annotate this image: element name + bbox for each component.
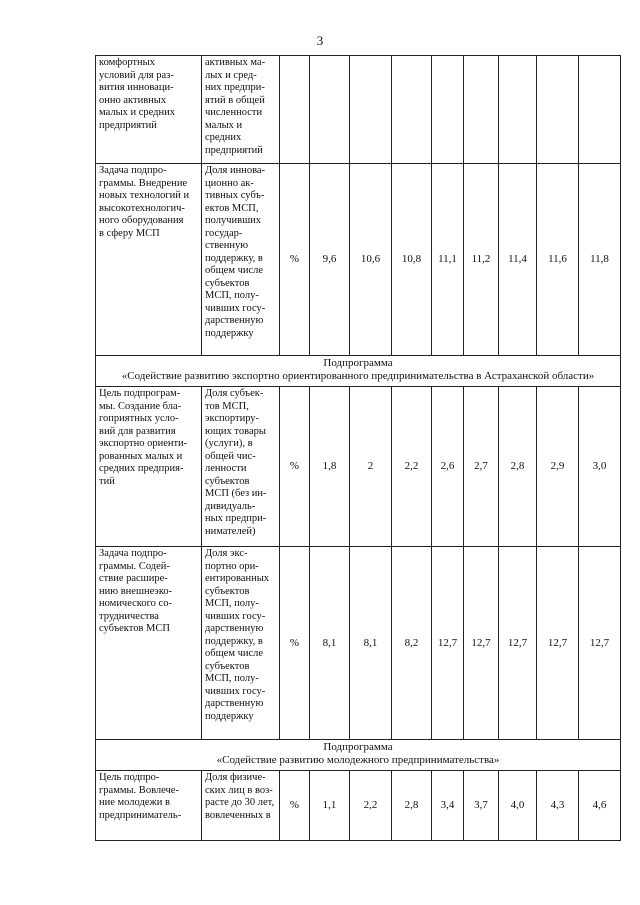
goal-text-line: вития инноваци- — [99, 82, 174, 93]
goal-text-line: экспортно ориенти- — [99, 438, 188, 449]
indicator-text-line: численности — [205, 107, 263, 118]
value-cell: 11,6 — [537, 164, 579, 356]
indicator-text-line: портно ори- — [205, 560, 259, 572]
goal-text-line: нию внешнеэко- — [99, 585, 173, 597]
indicator-cell — [202, 387, 280, 547]
value-cell: 11,2 — [464, 164, 499, 356]
indicator-text-line: Доля экс- — [205, 548, 248, 559]
goal-text-line: номического со- — [99, 598, 172, 609]
indicator-text-line: активных ма- — [205, 57, 266, 68]
indicator-text-line: чивших госу- — [205, 302, 266, 314]
indicator-text-line: субъектов — [205, 585, 250, 597]
value-cell: 2,2 — [350, 771, 392, 841]
page-number: 3 — [316, 33, 324, 48]
unit-cell: % — [280, 164, 310, 356]
goal-text-line: гоприятных усло- — [99, 413, 179, 424]
value-cell: 3,4 — [432, 771, 464, 841]
value-cell — [350, 56, 392, 164]
value-cell: 2,8 — [499, 387, 537, 547]
subprogram-header-row — [96, 740, 621, 771]
indicators-table — [95, 55, 621, 841]
table-row — [96, 164, 621, 356]
goal-text-line: субъектов МСП — [99, 623, 170, 634]
indicator-text-line: дарственную — [205, 315, 264, 326]
indicator-text-line: ских лиц в воз- — [205, 784, 273, 796]
indicator-text-line: Доля субъек- — [205, 388, 264, 399]
table-row — [96, 387, 621, 547]
unit-cell: % — [280, 771, 310, 841]
indicator-text-line: дивидуаль- — [205, 500, 256, 512]
goal-cell — [96, 547, 202, 740]
indicator-text-line: ственную — [205, 240, 249, 251]
indicator-text-line: предприятий — [205, 144, 263, 156]
goal-text-line: ного оборудования — [99, 215, 184, 226]
goal-text-line: рованных малых и — [99, 450, 183, 462]
table-body — [96, 56, 621, 841]
indicator-text-line: получивших — [205, 215, 262, 226]
value-cell — [579, 56, 621, 164]
value-cell: 2,8 — [392, 771, 432, 841]
goal-text-line: Цель подпрограм- — [99, 388, 181, 399]
value-cell: 12,7 — [464, 547, 499, 740]
indicator-text-line: (услуги), в — [205, 438, 253, 449]
goal-text-line: граммы. Вовлече- — [99, 784, 179, 796]
goal-text-line: средних предприя- — [99, 463, 184, 474]
goal-cell — [96, 164, 202, 356]
indicator-cell — [202, 164, 280, 356]
indicator-text-line: нимателей) — [205, 525, 256, 537]
value-cell — [499, 56, 537, 164]
value-cell: 2,7 — [464, 387, 499, 547]
value-cell — [432, 56, 464, 164]
indicator-text-line: общей чис- — [205, 450, 256, 462]
indicator-text-line: малых и — [205, 119, 243, 131]
indicator-text-line: общем числе — [205, 265, 264, 276]
indicator-cell — [202, 547, 280, 740]
goal-text-line: в сферу МСП — [99, 227, 160, 239]
indicator-text-line: тивных субъ- — [205, 190, 265, 201]
indicator-text-line: дарственную — [205, 623, 264, 634]
indicator-text-line: МСП (без ин- — [205, 488, 267, 499]
subprogram-title-line: Подпрограмма — [323, 357, 393, 369]
goal-text-line: граммы. Внедрение — [99, 177, 188, 189]
indicator-text-line: ющих товары — [205, 425, 266, 437]
unit-cell: % — [280, 387, 310, 547]
subprogram-header-row — [96, 356, 621, 387]
goal-text-line: ствие расшире- — [99, 573, 168, 584]
indicator-cell — [202, 56, 280, 164]
value-cell: 3,0 — [579, 387, 621, 547]
indicator-cell — [202, 771, 280, 841]
value-cell — [310, 56, 350, 164]
indicator-text-line: лых и сред- — [205, 69, 257, 81]
unit-cell: % — [280, 547, 310, 740]
indicator-text-line: ектов МСП, — [205, 202, 259, 214]
goal-text-line: высокотехнологич- — [99, 202, 185, 214]
table-row — [96, 547, 621, 740]
goal-text-line: Цель подпро- — [99, 772, 160, 783]
subprogram-title — [96, 356, 621, 387]
indicator-text-line: дарственную — [205, 698, 264, 709]
indicator-text-line: Доля физиче- — [205, 772, 266, 783]
goal-text-line: трудничества — [99, 610, 159, 622]
value-cell: 12,7 — [432, 547, 464, 740]
goal-text-line: Задача подпро- — [99, 165, 167, 176]
indicator-text-line: поддержку — [205, 327, 254, 339]
indicator-text-line: поддержку — [205, 710, 254, 722]
value-cell — [392, 56, 432, 164]
goal-cell — [96, 771, 202, 841]
value-cell: 11,4 — [499, 164, 537, 356]
goal-text-line: комфортных — [99, 57, 155, 68]
indicator-text-line: субъектов — [205, 660, 250, 672]
value-cell: 8,1 — [310, 547, 350, 740]
goal-text-line: условий для раз- — [99, 69, 174, 81]
indicator-text-line: общем числе — [205, 648, 264, 659]
indicator-text-line: расте до 30 лет, — [205, 797, 275, 808]
indicator-text-line: средних — [205, 132, 242, 143]
goal-cell — [96, 387, 202, 547]
indicator-text-line: вовлеченных в — [205, 809, 271, 821]
value-cell: 10,8 — [392, 164, 432, 356]
indicator-text-line: государ- — [205, 227, 243, 239]
subprogram-title-line: Подпрограмма — [323, 741, 393, 753]
indicator-text-line: поддержку, в — [205, 252, 263, 264]
indicator-text-line: субъектов — [205, 475, 250, 487]
value-cell: 4,3 — [537, 771, 579, 841]
table-row — [96, 771, 621, 841]
indicator-text-line: ционно ак- — [205, 177, 254, 189]
indicator-text-line: МСП, полу- — [205, 673, 259, 684]
value-cell: 2 — [350, 387, 392, 547]
value-cell: 11,1 — [432, 164, 464, 356]
subprogram-title-line: «Содействие развитию экспортно ориентированного предпринимательства в Астраханской области» — [121, 370, 595, 382]
indicator-text-line: ных предпри- — [205, 513, 267, 524]
indicator-text-line: чивших госу- — [205, 685, 266, 697]
value-cell: 11,8 — [579, 164, 621, 356]
value-cell: 12,7 — [537, 547, 579, 740]
unit-cell — [280, 56, 310, 164]
goal-text-line: вий для развития — [99, 425, 176, 437]
indicator-text-line: экспортиру- — [205, 413, 260, 424]
value-cell: 3,7 — [464, 771, 499, 841]
value-cell: 8,2 — [392, 547, 432, 740]
indicator-text-line: них предпри- — [205, 82, 265, 93]
goal-text-line: Задача подпро- — [99, 548, 167, 559]
value-cell: 8,1 — [350, 547, 392, 740]
indicator-text-line: чивших госу- — [205, 610, 266, 622]
value-cell: 4,6 — [579, 771, 621, 841]
value-cell: 2,6 — [432, 387, 464, 547]
indicator-text-line: ентированных — [205, 573, 270, 584]
subprogram-title — [96, 740, 621, 771]
value-cell — [537, 56, 579, 164]
goal-text-line: онно активных — [99, 94, 167, 106]
value-cell: 10,6 — [350, 164, 392, 356]
value-cell: 12,7 — [499, 547, 537, 740]
goal-cell — [96, 56, 202, 164]
goal-text-line: тий — [99, 475, 115, 487]
subprogram-title-line: «Содействие развитию молодежного предпринимательства» — [216, 754, 500, 766]
indicator-text-line: МСП, полу- — [205, 290, 259, 301]
goal-text-line: граммы. Содей- — [99, 560, 170, 572]
goal-text-line: малых и средних — [99, 107, 176, 118]
value-cell: 4,0 — [499, 771, 537, 841]
goal-text-line: мы. Создание бла- — [99, 400, 182, 412]
goal-text-line: новых технологий и — [99, 190, 190, 201]
indicator-text-line: МСП, полу- — [205, 598, 259, 609]
indicator-text-line: Доля иннова- — [205, 165, 266, 176]
value-cell: 2,2 — [392, 387, 432, 547]
table-row — [96, 56, 621, 164]
indicator-text-line: поддержку, в — [205, 635, 263, 647]
value-cell: 1,8 — [310, 387, 350, 547]
value-cell: 1,1 — [310, 771, 350, 841]
indicator-text-line: ленности — [205, 463, 247, 474]
goal-text-line: предприятий — [99, 119, 157, 131]
goal-text-line: предприниматель- — [99, 809, 182, 821]
indicator-text-line: тов МСП, — [205, 400, 249, 412]
value-cell: 9,6 — [310, 164, 350, 356]
value-cell: 2,9 — [537, 387, 579, 547]
value-cell: 12,7 — [579, 547, 621, 740]
goal-text-line: ние молодежи в — [99, 797, 170, 808]
indicator-text-line: субъектов — [205, 277, 250, 289]
indicator-text-line: ятий в общей — [205, 94, 265, 106]
value-cell — [464, 56, 499, 164]
